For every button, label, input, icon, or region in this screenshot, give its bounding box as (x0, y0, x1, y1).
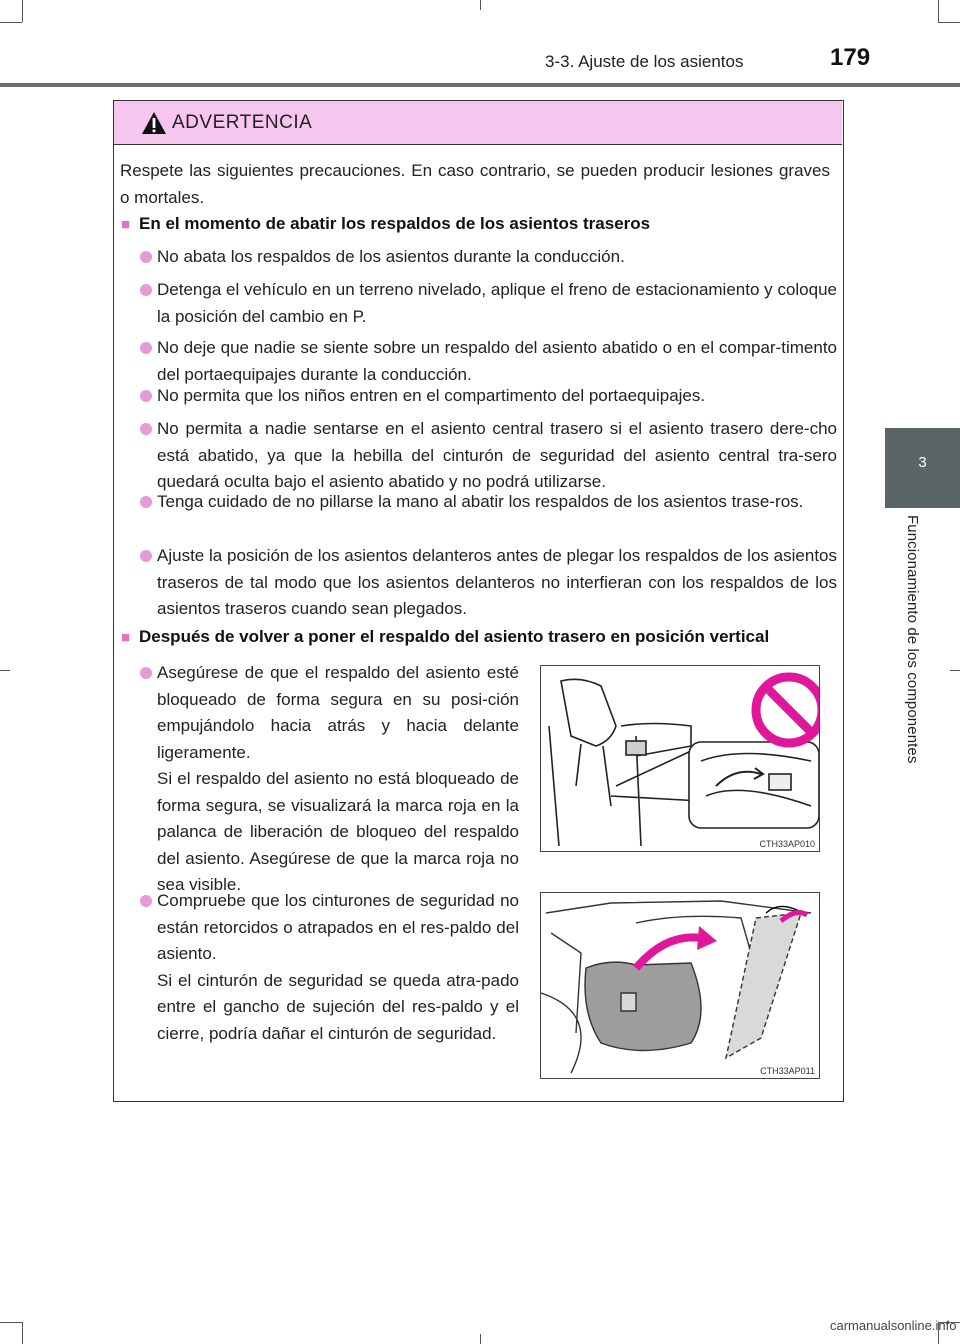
crop-mark (950, 670, 960, 671)
crop-mark (938, 22, 960, 23)
list-item: Asegúrese de que el respaldo del asiento esté bloqueado de forma segura en su posi-ción empujándolo hacia atrás y hacia delante ligeramente. Si el respaldo del asiento no está bloqueado de forma segura, se visualizará la marca roja en la palanca de liberación de bloqueo del respaldo del asiento. Asegúrese de que la marca roja no sea visible. (157, 663, 519, 894)
bullet-dot-icon (140, 550, 152, 562)
square-bullet-icon: ■ (121, 216, 131, 233)
list-item: No permita a nadie sentarse en el asiento central trasero si el asiento trasero dere-cho está abatido, ya que la hebilla del cinturón de seguridad del asiento central tra-sero quedará oculta bajo el asiento abatido y no podrá utilizarse. (157, 419, 837, 491)
chapter-tab (885, 428, 960, 508)
warning-box (113, 100, 844, 1102)
warning-title: ADVERTENCIA (172, 112, 313, 133)
seat-lock-illustration (540, 665, 820, 852)
list-item: No deje que nadie se siente sobre un respaldo del asiento abatido o en el compar-timento del portaequipajes durante la conducción. (157, 338, 837, 384)
crop-mark (22, 1322, 23, 1344)
crop-mark (0, 1322, 22, 1323)
seat-fold-drawing (541, 893, 819, 1078)
header-rule (0, 83, 960, 87)
figure-code: CTH33AP011 (760, 1066, 815, 1076)
crop-mark (938, 0, 939, 22)
warning-header (114, 101, 842, 145)
page-number: 179 (830, 44, 871, 71)
bullet-dot-icon (140, 496, 152, 508)
crop-mark (0, 22, 22, 23)
watermark: carmanualsonline.info (830, 1318, 957, 1333)
list-item: No permita que los niños entren en el compartimento del portaequipajes. (157, 386, 706, 405)
warning-intro: Respete las siguientes precauciones. En caso contrario, se pueden producir lesiones graves o mortales. (120, 161, 830, 207)
chapter-label: Funcionamiento de los componentes (904, 515, 921, 764)
bullet-dot-icon (140, 667, 152, 679)
chapter-number: 3 (918, 454, 927, 471)
section-title: 3-3. Ajuste de los asientos (545, 52, 744, 71)
crop-mark (22, 0, 23, 22)
warning-triangle-icon (141, 111, 167, 135)
prohibition-icon (756, 677, 819, 743)
bullet-dot-icon (140, 423, 152, 435)
bullet-dot-icon (140, 284, 152, 296)
seat-lock-drawing (541, 666, 819, 851)
list-item: Detenga el vehículo en un terreno nivelado, aplique el freno de estacionamiento y coloque la posición del cambio en P. (157, 280, 837, 326)
section-heading: En el momento de abatir los respaldos de los asientos traseros (139, 214, 651, 233)
list-item: Tenga cuidado de no pillarse la mano al abatir los respaldos de los asientos trase-ros. (157, 492, 804, 511)
section-heading: Después de volver a poner el respaldo del asiento trasero en posición vertical (139, 627, 770, 646)
bullet-dot-icon (140, 895, 152, 907)
figure-code: CTH33AP010 (759, 839, 815, 849)
bullet-dot-icon (140, 390, 152, 402)
square-bullet-icon: ■ (121, 629, 131, 646)
crop-mark (480, 1334, 481, 1344)
bullet-dot-icon (140, 251, 152, 263)
list-item: Ajuste la posición de los asientos delanteros antes de plegar los respaldos de los asientos traseros de tal modo que los asientos delanteros no interfieran con los respaldos de los asientos traseros cuando sean plegados. (157, 546, 837, 618)
crop-mark (0, 670, 10, 671)
bullet-dot-icon (140, 342, 152, 354)
crop-mark (480, 0, 481, 10)
seat-belt-illustration (540, 892, 820, 1079)
list-item: No abata los respaldos de los asientos durante la conducción. (157, 247, 625, 266)
list-item: Compruebe que los cinturones de seguridad no están retorcidos o atrapados en el res-paldo del asiento. Si el cinturón de seguridad se queda atra-pado entre el gancho de sujeción del res-paldo y el cierre, podría dañar el cinturón de seguridad. (157, 891, 519, 1043)
